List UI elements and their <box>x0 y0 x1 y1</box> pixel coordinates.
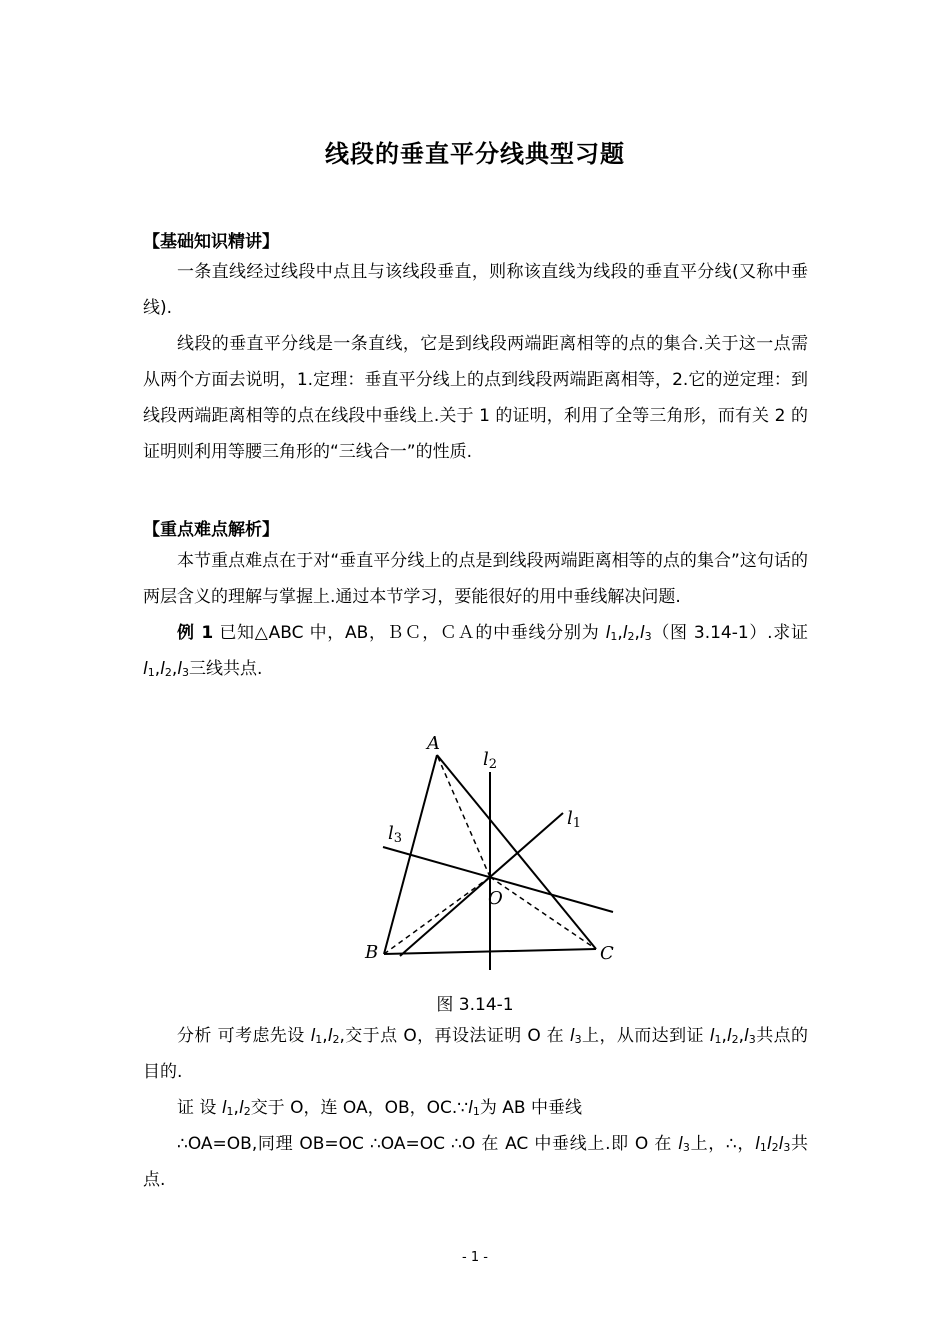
label-l3-letter: l <box>388 823 394 844</box>
label-l2 <box>483 749 497 772</box>
label-l2-letter: l <box>483 749 489 770</box>
keypoints-text <box>143 543 808 687</box>
example-text-a: 已知△ABC 中，AB，ＢＣ，ＣＡ的中垂线分别为 <box>213 623 606 643</box>
label-l3-subscript: 3 <box>393 831 403 846</box>
label-b: B <box>365 942 379 963</box>
section-heading-keypoints: 【重点难点解析】 <box>143 520 279 540</box>
label-l1 <box>567 808 581 831</box>
label-l1-letter: l <box>567 808 573 829</box>
basics-paragraph-2: 线段的垂直平分线是一条直线，它是到线段两端距离相等的点的集合.关于这一点需从两个方面去说明，1.定理：垂直平分线上的点到线段两端距离相等，2.它的逆定理：到线段两端距离相等的点在线段中垂线上.关于 1 的证明，利用了全等三角形，而有关 2 的证明则利用等腰三角形的“三线合一”的性质. <box>143 334 808 462</box>
analysis-paragraph: 分析 可考虑先设 $l_1,l_2$,交于点 O，再设法证明 O 在 $l_3$上，从而达到证 $l_1,l_2,l_3$共点的目的. <box>143 1026 809 1082</box>
basics-paragraph-1: 一条直线经过线段中点且与该线段垂直，则称该直线为线段的垂直平分线(又称中垂线). <box>143 262 808 318</box>
proof-line-2: ∴OA=OB,同理 OB=OC ∴OA=OC ∴O 在 AC 中垂线上.即 O 在 $l_3$上，∴，$l_1l_2l_3$共点. <box>143 1134 808 1190</box>
figure-caption: 图 3.14-1 <box>436 995 514 1015</box>
example-text-b: （图 3.14-1）.求证 <box>651 623 808 643</box>
page-number: - 1 - <box>462 1250 488 1265</box>
analysis-proof-text <box>143 1018 808 1198</box>
label-a: A <box>427 733 440 754</box>
analysis-end: 共点的目的. <box>143 1026 809 1082</box>
triangle-figure <box>355 727 630 977</box>
label-l3 <box>388 823 402 846</box>
proof-line2-b: 上，∴， <box>689 1134 756 1154</box>
analysis-mid: ,交于点 O，再设法证明 O 在 <box>339 1026 570 1046</box>
segment-oc <box>490 877 596 949</box>
segment-oa <box>437 755 490 877</box>
keypoints-paragraph: 本节重点难点在于对“垂直平分线上的点是到线段两端距离相等的点的集合”这句话的两层含义的理解与掌握上.通过本节学习，要能很好的用中垂线解决问题. <box>143 551 808 607</box>
example-label: 例 1 <box>177 623 214 643</box>
proof-line-1: 证 设 $l_1,l_2$交于 O，连 OA，OB，$OC.\because l_1$为 AB 中垂线 <box>177 1098 582 1118</box>
proof-line1-c: 为 AB 中垂线 <box>479 1098 582 1118</box>
example-1-statement: 例 1 已知△ABC 中，AB，ＢＣ，ＣＡ的中垂线分别为 $l_1,l_2,l_3$（图 3.14-1）.求证 $l_1,l_2,l_3$三线共点. <box>143 623 808 679</box>
example-text-c: 三线共点. <box>189 659 263 679</box>
label-l2-subscript: 2 <box>488 757 498 772</box>
line-l1 <box>400 813 563 956</box>
proof-line2-c: 共点. <box>143 1134 808 1190</box>
proof-line1-a: 证 设 <box>177 1098 222 1118</box>
proof-line1-b: 交于 O，连 OA，OB，OC.∵ <box>250 1098 469 1118</box>
page-title: 线段的垂直平分线典型习题 <box>325 140 625 168</box>
proof-line2-a: ∴OA=OB,同理 OB=OC ∴OA=OC ∴O 在 AC 中垂线上.即 O 在 <box>177 1134 679 1154</box>
label-o: O <box>488 888 503 909</box>
basics-text <box>143 254 808 470</box>
segment-ob <box>384 877 490 954</box>
analysis-mid2: 上，从而达到证 <box>581 1026 710 1046</box>
label-l1-subscript: 1 <box>572 816 582 831</box>
section-heading-basics: 【基础知识精讲】 <box>143 232 279 252</box>
side-ac <box>437 755 596 949</box>
label-c: C <box>600 943 614 964</box>
analysis-prefix: 分析 可考虑先设 <box>177 1026 311 1046</box>
